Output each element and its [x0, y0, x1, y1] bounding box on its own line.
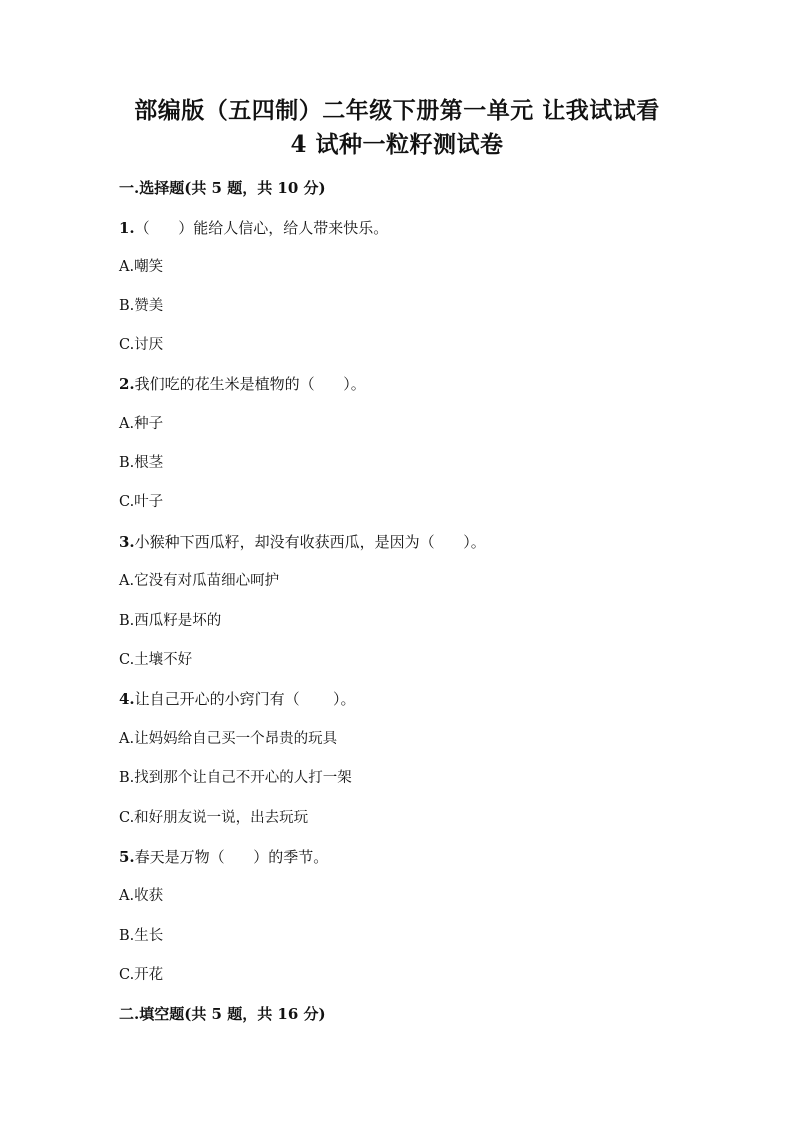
question-number: 5. — [119, 848, 135, 866]
question-number: 3. — [119, 533, 135, 551]
section-heading-multiple-choice: 一.选择题(共 5 题，共 10 分) — [119, 179, 326, 197]
question-4-option-b: B.找到那个让自己不开心的人打一架 — [119, 770, 352, 786]
question-1-option-b: B.赞美 — [119, 298, 164, 314]
question-number: 2. — [119, 375, 135, 393]
question-3 — [119, 532, 486, 552]
question-3-option-a: A.它没有对瓜苗细心呵护 — [119, 573, 280, 589]
question-5 — [119, 847, 328, 867]
question-2-option-b: B.根茎 — [119, 455, 164, 471]
question-5-option-c: C.开花 — [119, 967, 164, 983]
question-5-option-a: A.收获 — [119, 888, 164, 904]
question-2-option-a: A.种子 — [119, 416, 164, 432]
question-text: 我们吃的花生米是植物的（ ）。 — [134, 375, 366, 393]
question-1-option-c: C.讨厌 — [119, 337, 164, 353]
question-4-option-a: A.让妈妈给自己买一个昂贵的玩具 — [119, 731, 338, 747]
question-4-option-c: C.和好朋友说一说，出去玩玩 — [119, 810, 309, 826]
section-heading-fill-in-blank: 二.填空题(共 5 题，共 16 分) — [119, 1005, 326, 1023]
question-text: 春天是万物（ ）的季节。 — [134, 848, 329, 866]
question-number: 4. — [119, 690, 135, 708]
question-text: 小猴种下西瓜籽，却没有收获西瓜，是因为（ ）。 — [134, 533, 486, 551]
question-1 — [119, 218, 388, 238]
question-3-option-c: C.土壤不好 — [119, 652, 193, 668]
question-2-option-c: C.叶子 — [119, 494, 164, 510]
document-title-line-2: 4 试种一粒籽测试卷 — [290, 131, 504, 158]
question-text: 让自己开心的小窍门有（ ）。 — [134, 690, 356, 708]
document-title-line-1: 部编版（五四制）二年级下册第一单元 让我试试看 — [134, 97, 660, 124]
question-1-option-a: A.嘲笑 — [119, 259, 164, 275]
question-text: （ ）能给人信心，给人带来快乐。 — [134, 219, 389, 237]
question-4 — [119, 689, 356, 709]
question-5-option-b: B.生长 — [119, 928, 164, 944]
question-2 — [119, 374, 366, 394]
question-number: 1. — [119, 219, 135, 237]
question-3-option-b: B.西瓜籽是坏的 — [119, 613, 222, 629]
